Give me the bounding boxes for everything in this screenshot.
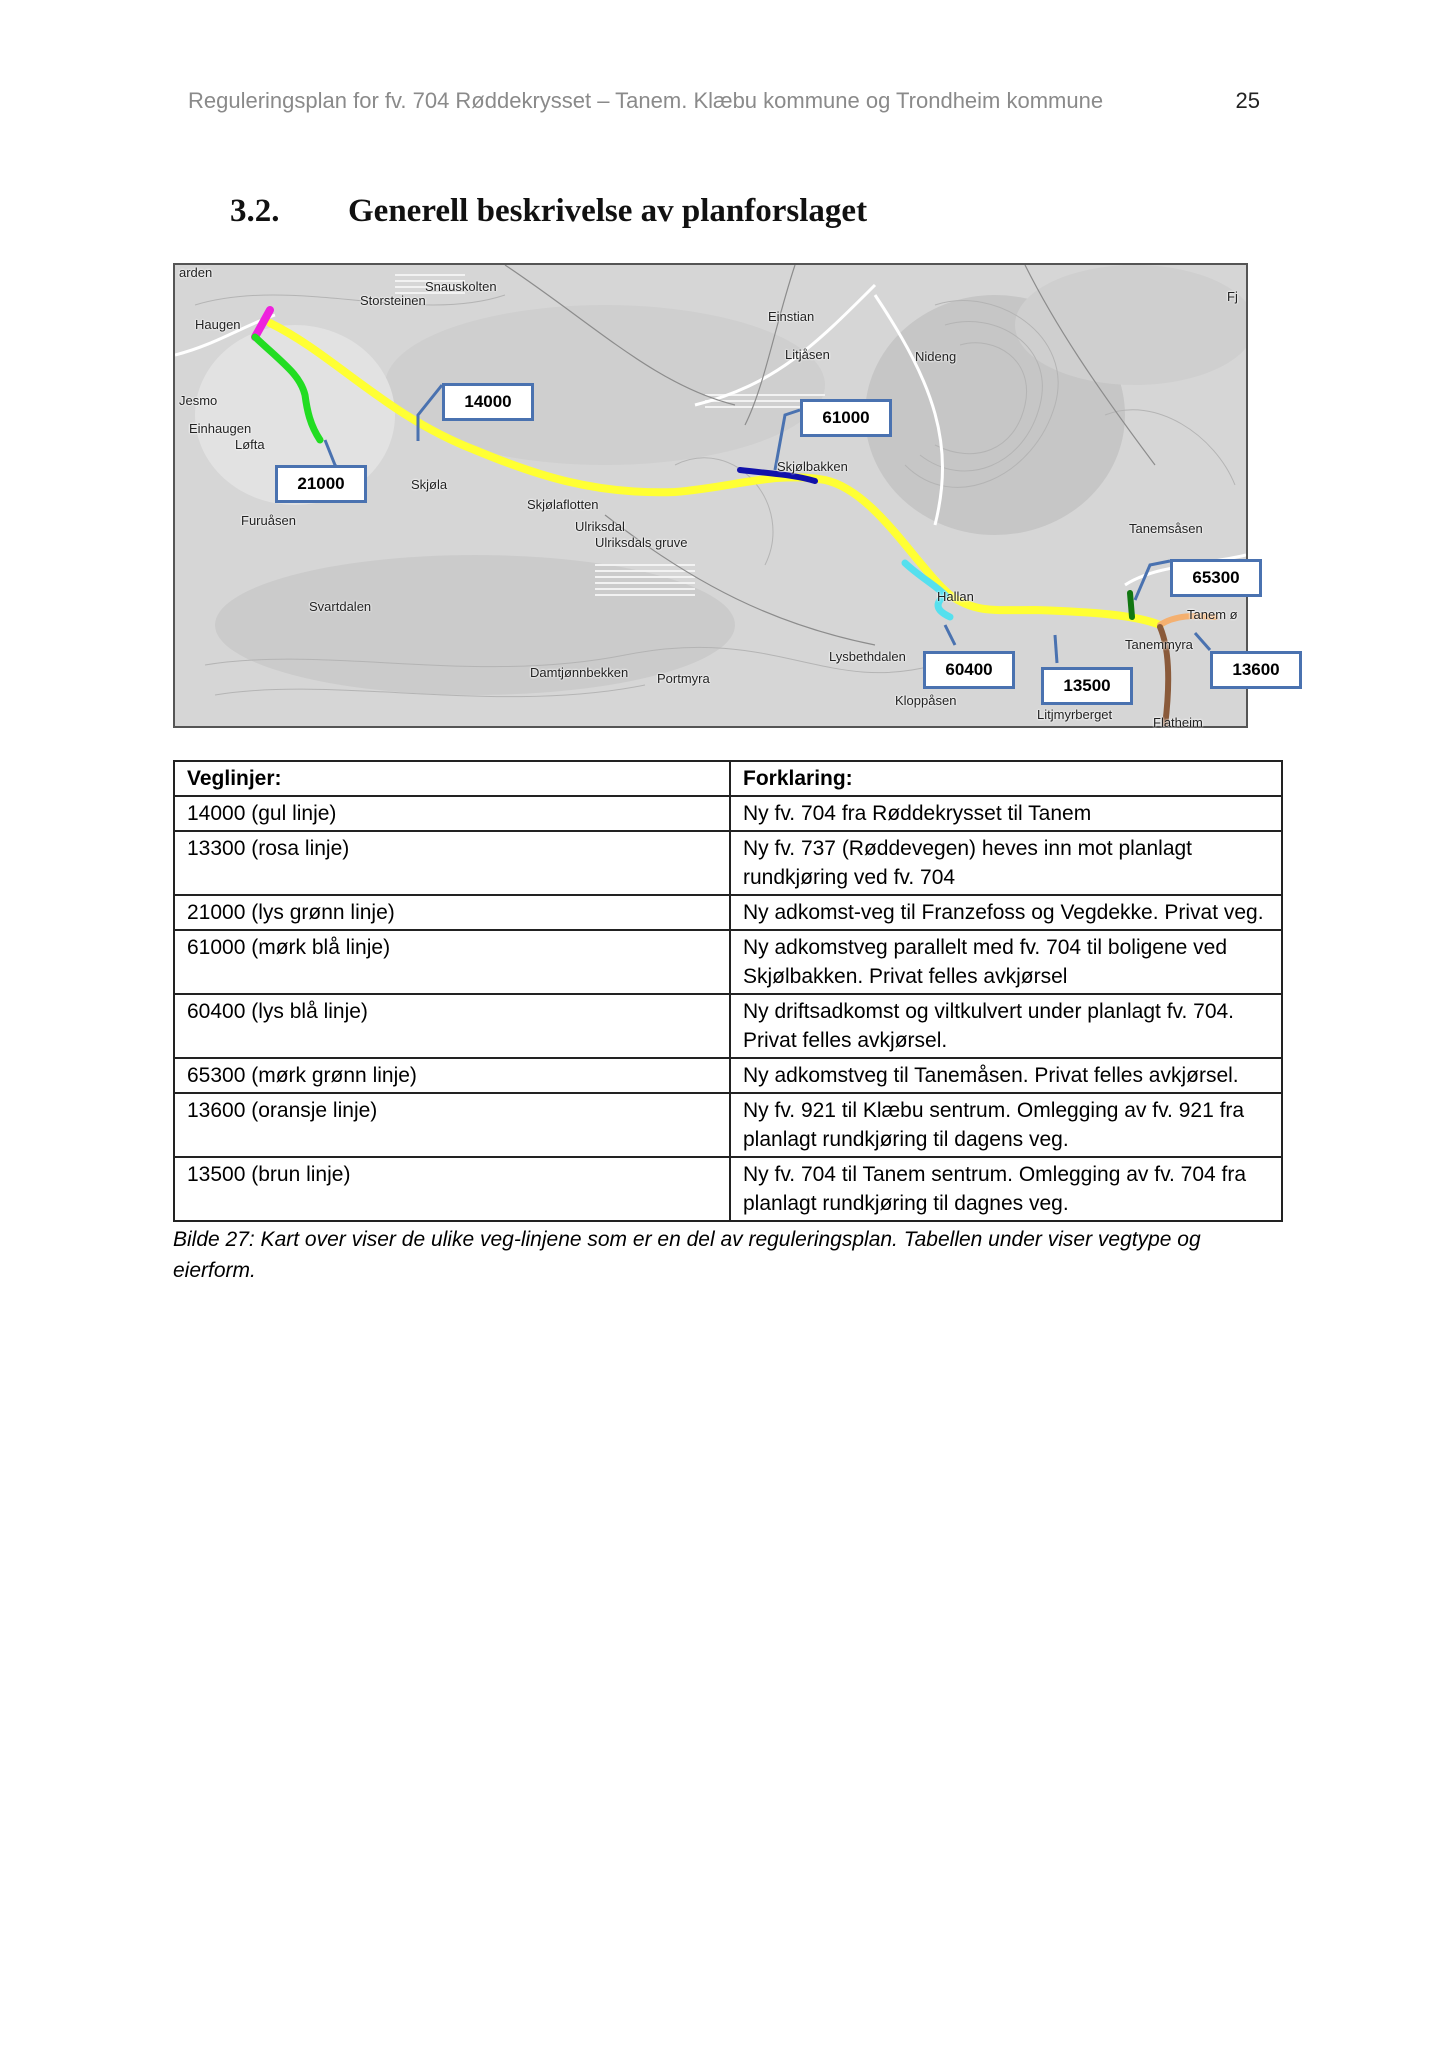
map-label-litjmyrberget: Litjmyrberget (1037, 707, 1113, 722)
map-label-tanemsasen: Tanemsåsen (1129, 521, 1203, 536)
map-label-snauskolten: Snauskolten (425, 279, 497, 294)
section-number: 3.2. (230, 193, 280, 229)
table-row (174, 1058, 1282, 1093)
map-label-portmyra: Portmyra (657, 671, 710, 686)
callout-65300: 65300 (1170, 559, 1262, 597)
table-cell-line: 61000 (mørk blå linje) (174, 930, 730, 994)
map-label-arden: arden (179, 265, 213, 280)
table-row (174, 796, 1282, 831)
table-cell-line: 65300 (mørk grønn linje) (174, 1058, 730, 1093)
map-label-ulriksdal: Ulriksdal (575, 519, 625, 534)
callout-21000: 21000 (275, 465, 367, 503)
table-cell-line: 21000 (lys grønn linje) (174, 895, 730, 930)
table-cell-line: 13500 (brun linje) (174, 1157, 730, 1221)
map-label-svartdalen: Svartdalen (309, 599, 372, 614)
map-label-lysbethdalen: Lysbethdalen (829, 649, 906, 664)
table-row (174, 895, 1282, 930)
map-label-jesmo: Jesmo (179, 393, 218, 408)
map-label-einstian: Einstian (768, 309, 815, 324)
map-label-haugen: Haugen (195, 317, 241, 332)
map-label-tanem-o: Tanem ø (1187, 607, 1238, 622)
callout-60400: 60400 (923, 651, 1015, 689)
map-label-litjasen: Litjåsen (785, 347, 830, 362)
table-cell-line: 13300 (rosa linje) (174, 831, 730, 895)
table-cell-line: 13600 (oransje linje) (174, 1093, 730, 1157)
table-cell-description: Ny adkomst-veg til Franzefoss og Vegdekke. Privat veg. (730, 895, 1282, 930)
table-cell-description: Ny fv. 921 til Klæbu sentrum. Omlegging av fv. 921 fra planlagt rundkjøring til dagens veg. (730, 1093, 1282, 1157)
table-row (174, 1157, 1282, 1221)
callout-13600: 13600 (1210, 651, 1302, 689)
map-label-kloppasen: Kloppåsen (895, 693, 957, 708)
callout-13500: 13500 (1041, 667, 1133, 705)
section-title: Generell beskrivelse av planforslaget (348, 193, 868, 229)
table-cell-description: Ny adkomstveg til Tanemåsen. Privat felles avkjørsel. (730, 1058, 1282, 1093)
table-cell-description: Ny driftsadkomst og viltkulvert under planlagt fv. 704. Privat felles avkjørsel. (730, 994, 1282, 1058)
road-lines-map (173, 263, 1280, 730)
page-number: 25 (1235, 88, 1260, 113)
map-label-damtjonnbekken: Damtjønnbekken (530, 665, 629, 680)
page-header (188, 88, 1260, 118)
map-label-skjola: Skjøla (411, 477, 448, 492)
callout-61000: 61000 (800, 399, 892, 437)
map-label-einhaugen: Einhaugen (189, 421, 252, 436)
map-label-hallan: Hallan (937, 589, 974, 604)
column-header-veglinjer: Veglinjer: (174, 761, 730, 796)
table-cell-description: Ny fv. 704 fra Røddekrysset til Tanem (730, 796, 1282, 831)
table-cell-line: 14000 (gul linje) (174, 796, 730, 831)
table-row (174, 994, 1282, 1058)
table-cell-description: Ny adkomstveg parallelt med fv. 704 til boligene ved Skjølbakken. Privat felles avkjørsel (730, 930, 1282, 994)
callout-14000: 14000 (442, 383, 534, 421)
map-label-storsteinen: Storsteinen (360, 293, 426, 308)
table-cell-description: Ny fv. 704 til Tanem sentrum. Omlegging av fv. 704 fra planlagt rundkjøring til dagnes veg. (730, 1157, 1282, 1221)
map-label-skjolbakken: Skjølbakken (777, 459, 848, 474)
map-label-nideng: Nideng (915, 349, 957, 364)
map-label-ulriksdals-gruve: Ulriksdals gruve (595, 535, 688, 550)
table-header-row (174, 761, 1282, 796)
map-label-fj: Fj (1227, 289, 1238, 304)
table-row (174, 831, 1282, 895)
figure-caption: Bilde 27: Kart over viser de ulike veg-linjene som er en del av reguleringsplan. Tabellen under viser vegtype og eierform. (173, 1228, 1201, 1282)
table-cell-line: 60400 (lys blå linje) (174, 994, 730, 1058)
map-label-flatheim: Flatheim (1153, 715, 1203, 730)
map-label-skjolaflotten: Skjølaflotten (527, 497, 599, 512)
map-label-lofta: Løfta (235, 437, 265, 452)
table-row (174, 930, 1282, 994)
table-row (174, 1093, 1282, 1157)
running-title: Reguleringsplan for fv. 704 Røddekrysset – Tanem. Klæbu kommune og Trondheim kommune (188, 88, 1104, 113)
column-header-forklaring: Forklaring: (730, 761, 1282, 796)
map-label-furuasen: Furuåsen (241, 513, 296, 528)
map-label-tanemmyra: Tanemmyra (1125, 637, 1193, 652)
road-lines-table (173, 760, 1283, 1222)
table-cell-description: Ny fv. 737 (Røddevegen) heves inn mot planlagt rundkjøring ved fv. 704 (730, 831, 1282, 895)
